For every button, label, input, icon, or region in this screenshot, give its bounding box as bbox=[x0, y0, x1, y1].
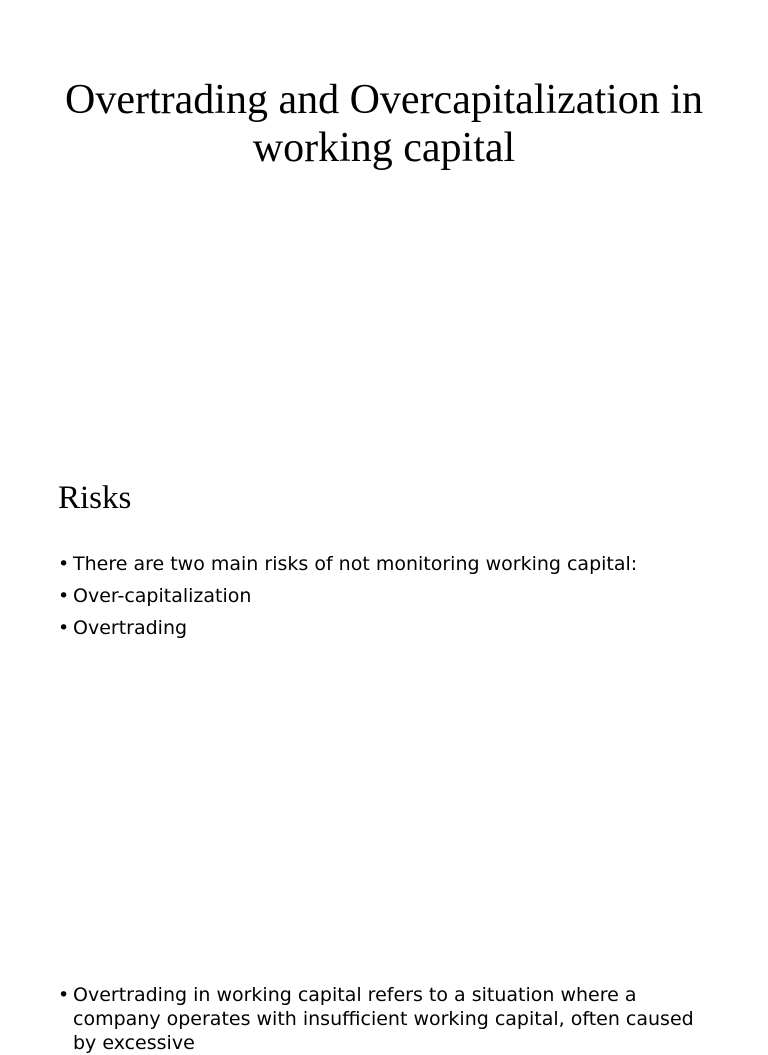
bullet-item: • Over-capitalization bbox=[58, 580, 637, 612]
risks-slide bbox=[0, 460, 768, 980]
overtrading-bullet-list bbox=[58, 983, 710, 1055]
slide-title: Overtrading and Overcapitalization in working capital bbox=[65, 77, 703, 171]
bullet-item: • Overtrading bbox=[58, 612, 637, 644]
title-slide bbox=[0, 0, 768, 460]
risks-heading: Risks bbox=[58, 480, 132, 516]
bullet-item: • There are two main risks of not monitoring working capital: bbox=[58, 548, 637, 580]
overtrading-slide bbox=[0, 980, 768, 1054]
bullet-item: • Overtrading in working capital refers to a situation where a company operates with insufficient working capital, often caused by excessive bbox=[58, 983, 710, 1055]
risks-bullet-list bbox=[58, 548, 637, 644]
